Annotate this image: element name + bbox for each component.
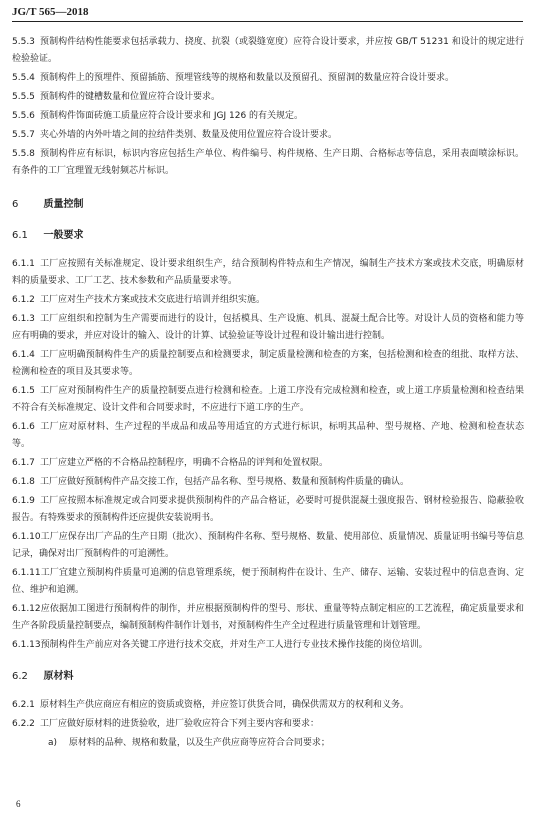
clause-paragraph — [12, 383, 524, 417]
clause-number: 6.2.1 — [12, 700, 35, 710]
clause-number: 5.5.4 — [12, 73, 35, 83]
clauses-6-1 — [12, 256, 524, 654]
clause-paragraph — [12, 601, 524, 635]
clause-paragraph — [12, 474, 524, 491]
clause-text: 工厂应保存出厂产品的生产日期（批次）、预制构件名称、型号规格、数量、使用部位、质量情况、质量证明书编号等信息记录，确保对出厂预制构件的可追溯性。 — [12, 532, 524, 559]
subsection-number: 6.1 — [12, 230, 28, 241]
clause-text: 工厂应对原材料、生产过程的半成品和成品等用适宜的方式进行标识，标明其品种、型号规格、产地、检测和检查状态等。 — [12, 422, 524, 449]
clause-number: 6.1.4 — [12, 350, 35, 360]
clause-text: 工厂应按照有关标准规定、设计要求组织生产，结合预制构件特点和生产情况，编制生产技术方案或技术交底，明确原材料的质量要求、工厂工艺、技术参数和产品质量要求等。 — [12, 259, 524, 286]
clause-text: 原材料生产供应商应有相应的资质或资格，并应签订供货合同，确保供需双方的权利和义务。 — [40, 700, 410, 710]
clause-text: 工厂应对预制构件生产的质量控制要点进行检测和检查。上道工序没有完成检测和检查，或上道工序质量检测和检查结果不符合有关标准规定、设计文件和合同要求时，不应进行下道工序的生产。 — [12, 386, 524, 413]
subsection-heading — [12, 227, 524, 244]
clause-text: 预制构件生产前应对各关键工序进行技术交底，并对生产工人进行专业技术操作技能的岗位培训。 — [40, 640, 428, 650]
clause-text: 工厂应组织和控制为生产需要而进行的设计，包括模具、生产设施、机具、混凝土配合比等。对设计人员的资格和能力等应有明确的要求，并应对设计的输入、设计的计算、试验验证等设计过程和设计输出进行控制。 — [12, 314, 524, 341]
clause-number: 6.1.8 — [12, 477, 35, 487]
clause-number: 5.5.7 — [12, 130, 35, 140]
clause-paragraph — [12, 292, 524, 309]
clause-text: 工厂应明确预制构件生产的质量控制要点和检测要求，制定质量检测和检查的方案，包括检测和检查的组批、取样方法、检测和检查的项目及其要求等。 — [12, 350, 524, 377]
clause-text: 工厂应建立严格的不合格品控制程序，明确不合格品的评判和处置权限。 — [40, 458, 329, 468]
subsection-title: 原材料 — [43, 671, 74, 682]
clause-number: 6.1.9 — [12, 496, 35, 506]
clause-number: 6.1.2 — [12, 295, 35, 305]
clause-paragraph — [12, 637, 524, 654]
subsection-heading — [12, 668, 524, 685]
clause-paragraph — [12, 347, 524, 381]
clause-text: 工厂应按照本标准规定或合同要求提供预制构件的产品合格证，必要时可提供混凝土强度报告、钢材检验报告、隐蔽验收报告。有特殊要求的预制构件还应提供安装说明书。 — [12, 496, 524, 523]
clause-paragraph — [12, 34, 524, 68]
clauses-6-2 — [12, 697, 524, 733]
clause-paragraph — [12, 455, 524, 472]
clause-paragraph — [12, 146, 524, 180]
clause-number: 6.1.10 — [12, 532, 41, 542]
clause-number: 6.1.1 — [12, 259, 35, 269]
clauses-5-5 — [12, 34, 524, 180]
clause-text: 预制构件上的预埋件、预留插筋、预埋管线等的规格和数量以及预留孔、预留洞的数量应符合设计要求。 — [40, 73, 455, 83]
clause-text: 预制构件应有标识，标识内容应包括生产单位、构件编号、构件规格、生产日期、合格标志等信息，采用表面喷涂标识。有条件的工厂宜理置无线射频芯片标识。 — [12, 149, 524, 176]
page-content — [12, 34, 524, 754]
clause-text: 预制构件的键槽数量和位置应符合设计要求。 — [40, 92, 221, 102]
clause-number: 5.5.5 — [12, 92, 35, 102]
clause-number: 5.5.3 — [12, 37, 35, 47]
clause-text: 夹心外墙的内外叶墙之间的拉结件类别、数量及使用位置应符合设计要求。 — [40, 130, 338, 140]
section-number: 6 — [12, 199, 19, 210]
clause-number: 6.1.3 — [12, 314, 35, 324]
subsection-number: 6.2 — [12, 671, 28, 682]
list-marker: a) — [48, 738, 58, 748]
clause-text: 工厂应做好预制构件产品交接工作，包括产品名称、型号规格、数量和预制构件质量的确认。 — [40, 477, 410, 487]
clause-paragraph — [12, 311, 524, 345]
clause-paragraph — [12, 716, 524, 733]
section-title: 质量控制 — [43, 199, 84, 210]
clause-paragraph — [12, 70, 524, 87]
clause-paragraph — [12, 493, 524, 527]
clause-number: 6.1.13 — [12, 640, 41, 650]
clause-number: 6.1.7 — [12, 458, 35, 468]
clause-text: 预制构件结构性能要求包括承载力、挠度、抗裂（或裂缝宽度）应符合设计要求，并应按 GB/T 51231 和设计的规定进行检验验证。 — [12, 37, 524, 64]
clause-text: 预制构件饰面砖施工质量应符合设计要求和 JGJ 126 的有关规定。 — [40, 111, 304, 121]
clause-text: 工厂宜建立预制构件质量可追溯的信息管理系统，便于预制构件在设计、生产、储存、运输、安装过程中的信息查询、定位、维护和追溯。 — [12, 568, 524, 595]
clause-paragraph — [12, 697, 524, 714]
clause-paragraph — [12, 89, 524, 106]
clause-number: 6.1.5 — [12, 386, 35, 396]
clause-text: 工厂应对生产技术方案或技术交底进行培训并组织实施。 — [40, 295, 266, 305]
clause-number: 6.1.12 — [12, 604, 41, 614]
clause-paragraph — [12, 108, 524, 125]
clause-number: 5.5.6 — [12, 111, 35, 121]
clause-paragraph — [12, 565, 524, 599]
clause-number: 6.1.11 — [12, 568, 41, 578]
list-item — [12, 735, 524, 752]
subsection-title: 一般要求 — [43, 230, 84, 241]
section-heading — [12, 196, 524, 213]
clause-number: 6.2.2 — [12, 719, 35, 729]
clause-paragraph — [12, 256, 524, 290]
clause-text: 应依据加工图进行预制构件的制作，并应根据预制构件的型号、形状、重量等特点制定相应的工艺流程，确定质量要求和生产各阶段质量控制要点，编制预制构件制作计划书，对预制构件生产全过程进行质量管理和计划管理。 — [12, 604, 524, 631]
document-header — [12, 6, 523, 22]
clause-number: 5.5.8 — [12, 149, 35, 159]
clause-paragraph — [12, 529, 524, 563]
clause-text: 工厂应做好原材料的进货验收，进厂验收应符合下列主要内容和要求： — [40, 719, 320, 729]
list-text: 原材料的品种、规格和数量，以及生产供应商等应符合合同要求； — [68, 738, 330, 748]
page-number: 6 — [16, 799, 21, 809]
clause-paragraph — [12, 127, 524, 144]
standard-code: JG/T 565—2018 — [12, 6, 89, 18]
clause-paragraph — [12, 419, 524, 453]
clause-number: 6.1.6 — [12, 422, 35, 432]
